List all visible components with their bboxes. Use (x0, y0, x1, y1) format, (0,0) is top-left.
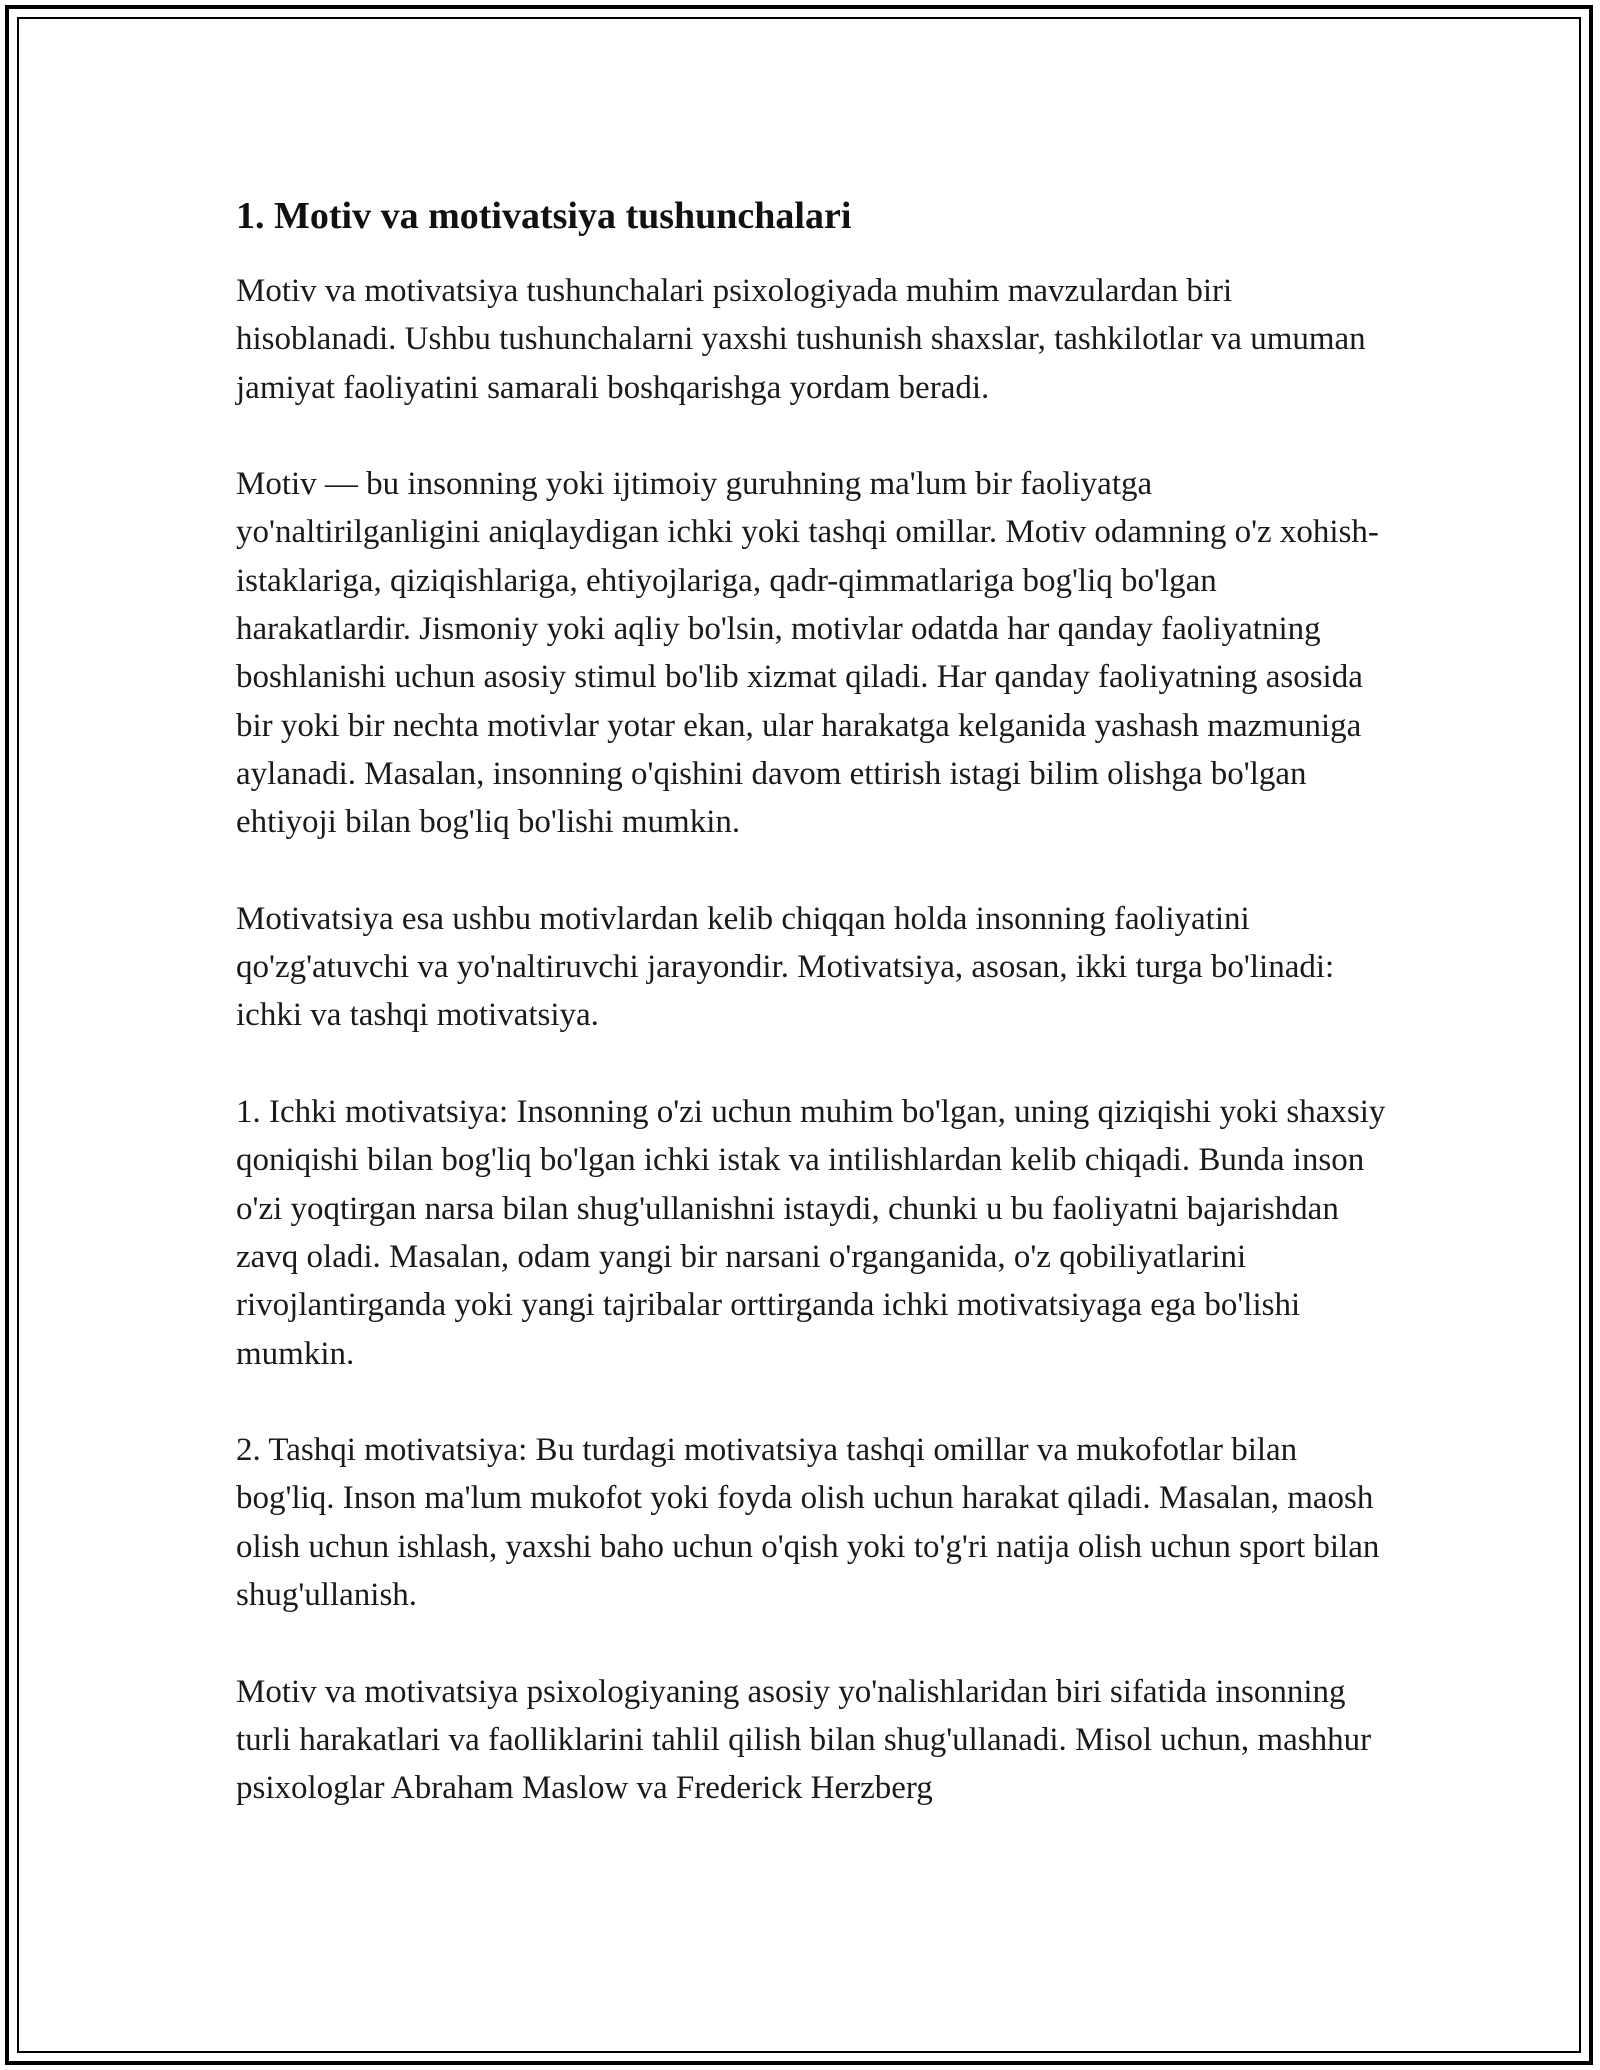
paragraph-internal-motivation: 1. Ichki motivatsiya: Insonning o'zi uchun muhim bo'lgan, uning qiziqishi yoki shaxsiy qoniqishi bilan bog'liq bo'lgan ichki istak va intilishlardan kelib chiqadi. Bunda inson o'zi yoqtirgan narsa bilan shug'ullanishni istaydi, chunki u bu faoliyatni bajarishdan zavq oladi. Masalan, odam yangi bir narsani o'rganganida, o'z qobiliyatlarini rivojlantirganda yoki yangi tajribalar orttirganda ichki motivatsiyaga ega bo'lishi mumkin. (236, 1094, 1386, 1372)
paragraph-intro: Motiv va motivatsiya tushunchalari psixologiyada muhim mavzulardan biri hisoblanadi. Ushbu tushunchalarni yaxshi tushunish shaxslar, tashkilotlar va umuman jamiyat faoliyatini samarali boshqarishga yordam beradi. (236, 273, 1366, 406)
section-title: 1. Motiv va motivatsiya tushunchalari (236, 195, 852, 237)
document-body (236, 190, 1386, 1813)
paragraph-motivatsiya-definition: Motivatsiya esa ushbu motivlardan kelib chiqqan holda insonning faoliyatini qo'zg'atuvchi va yo'naltiruvchi jarayondir. Motivatsiya, asosan, ikki turga bo'linadi: ichki va tashqi motivatsiya. (236, 900, 1335, 1034)
paragraph-psychology-direction: Motiv va motivatsiya psixologiyaning asosiy yo'nalishlaridan biri sifatida insonning turli harakatlari va faolliklarini tahlil qilish bilan shug'ullanadi. Misol uchun, mashhur psixologlar Abraham Maslow va Frederick Herzberg (236, 1673, 1372, 1807)
paragraph-external-motivation: 2. Tashqi motivatsiya: Bu turdagi motivatsiya tashqi omillar va mukofotlar bilan bog'liq. Inson ma'lum mukofot yoki foyda olish uchun harakat qiladi. Masalan, maosh olish uchun ishlash, yaxshi baho uchun o'qish yoki to'g'ri natija olish uchun sport bilan shug'ullanish. (236, 1432, 1380, 1614)
paragraph-motiv-definition: Motiv — bu insonning yoki ijtimoiy guruhning ma'lum bir faoliyatga yo'naltirilganligini aniqlaydigan ichki yoki tashqi omillar. Motiv odamning o'z xohish-istaklariga, qiziqishlariga, ehtiyojlariga, qadr-qimmatlariga bog'liq bo'lgan harakatlardir. Jismoniy yoki aqliy bo'lsin, motivlar odatda har qanday faoliyatning boshlanishi uchun asosiy stimul bo'lib xizmat qiladi. Har qanday faoliyatning asosida bir yoki bir nechta motivlar yotar ekan, ular harakatga kelganida yashash mazmuniga aylanadi. Masalan, insonning o'qishini davom ettirish istagi bilim olishga bo'lgan ehtiyoji bilan bog'liq bo'lishi mumkin. (236, 466, 1379, 841)
